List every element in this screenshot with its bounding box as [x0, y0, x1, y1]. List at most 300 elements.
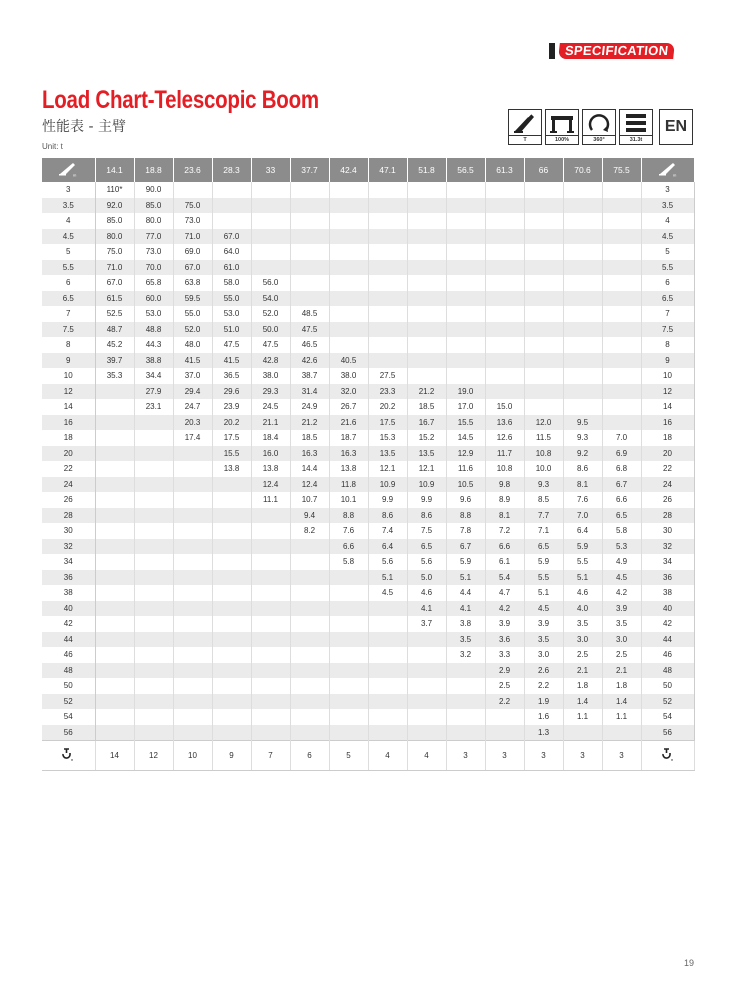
capacity-cell	[368, 260, 407, 276]
capacity-cell	[407, 291, 446, 307]
capacity-cell	[251, 508, 290, 524]
capacity-cell: 4.2	[485, 601, 524, 617]
radius-cell: 48	[641, 663, 694, 679]
capacity-cell	[446, 353, 485, 369]
capacity-cell: 47.5	[290, 322, 329, 338]
capacity-cell	[134, 554, 173, 570]
boom-length-header: 61.3	[485, 158, 524, 182]
capacity-cell	[524, 275, 563, 291]
capacity-cell: 4.6	[407, 585, 446, 601]
table-row	[42, 446, 694, 462]
capacity-cell	[251, 694, 290, 710]
capacity-cell: 8.1	[485, 508, 524, 524]
capacity-cell: 7.6	[563, 492, 602, 508]
radius-cell: 46	[42, 647, 95, 663]
capacity-cell	[134, 601, 173, 617]
capacity-cell	[290, 694, 329, 710]
boom-length-header: 23.6	[173, 158, 212, 182]
capacity-cell	[290, 260, 329, 276]
capacity-cell: 6.1	[485, 554, 524, 570]
capacity-cell: 80.0	[95, 229, 134, 245]
radius-cell: 50	[42, 678, 95, 694]
capacity-cell	[173, 663, 212, 679]
capacity-cell	[368, 601, 407, 617]
capacity-cell: 3.0	[602, 632, 641, 648]
capacity-cell	[407, 337, 446, 353]
capacity-cell: 4.5	[602, 570, 641, 586]
boom-radius-icon	[641, 158, 694, 182]
config-icons	[508, 109, 693, 145]
capacity-cell: 14.5	[446, 430, 485, 446]
capacity-cell: 2.5	[485, 678, 524, 694]
capacity-cell	[95, 616, 134, 632]
radius-cell: 6	[641, 275, 694, 291]
capacity-cell: 70.0	[134, 260, 173, 276]
capacity-cell	[95, 430, 134, 446]
capacity-cell: 2.2	[524, 678, 563, 694]
load-chart-body	[42, 182, 694, 741]
capacity-cell	[134, 508, 173, 524]
capacity-cell	[602, 213, 641, 229]
capacity-cell	[524, 291, 563, 307]
outrigger-icon	[546, 110, 578, 135]
boom-label: T	[509, 135, 541, 144]
radius-cell: 44	[641, 632, 694, 648]
capacity-cell: 5.9	[446, 554, 485, 570]
capacity-cell	[173, 694, 212, 710]
hook-falls-icon	[641, 741, 694, 771]
capacity-cell	[95, 709, 134, 725]
capacity-cell: 52.0	[173, 322, 212, 338]
capacity-cell: 16.3	[329, 446, 368, 462]
radius-cell: 18	[641, 430, 694, 446]
boom-length-header-row	[42, 158, 694, 182]
capacity-cell	[290, 244, 329, 260]
radius-cell: 5.5	[42, 260, 95, 276]
capacity-cell: 10.5	[446, 477, 485, 493]
capacity-cell	[134, 492, 173, 508]
capacity-cell: 18.4	[251, 430, 290, 446]
capacity-cell	[251, 678, 290, 694]
capacity-cell	[329, 198, 368, 214]
capacity-cell: 2.9	[485, 663, 524, 679]
capacity-cell	[446, 368, 485, 384]
capacity-cell	[446, 663, 485, 679]
capacity-cell	[602, 384, 641, 400]
capacity-cell: 24.9	[290, 399, 329, 415]
slew-icon-box	[582, 109, 616, 145]
outrigger-icon-box	[545, 109, 579, 145]
capacity-cell: 7.8	[446, 523, 485, 539]
boom-length-header: 37.7	[290, 158, 329, 182]
capacity-cell	[563, 322, 602, 338]
capacity-cell: 1.8	[602, 678, 641, 694]
boom-radius-icon	[42, 158, 95, 182]
capacity-cell: 61.0	[212, 260, 251, 276]
capacity-cell: 46.5	[290, 337, 329, 353]
capacity-cell	[95, 585, 134, 601]
capacity-cell	[485, 229, 524, 245]
radius-cell: 3.5	[42, 198, 95, 214]
falls-cell: 4	[368, 741, 407, 771]
capacity-cell	[212, 585, 251, 601]
capacity-cell	[524, 368, 563, 384]
radius-cell: 14	[42, 399, 95, 415]
capacity-cell: 110*	[95, 182, 134, 198]
capacity-cell	[251, 260, 290, 276]
radius-cell: 12	[641, 384, 694, 400]
capacity-cell	[290, 632, 329, 648]
capacity-cell: 1.3	[524, 725, 563, 741]
capacity-cell	[602, 725, 641, 741]
capacity-cell: 13.8	[212, 461, 251, 477]
capacity-cell: 7.1	[524, 523, 563, 539]
falls-cell: 5	[329, 741, 368, 771]
capacity-cell: 17.5	[212, 430, 251, 446]
capacity-cell	[407, 182, 446, 198]
capacity-cell	[485, 182, 524, 198]
capacity-cell	[563, 384, 602, 400]
falls-cell: 3	[602, 741, 641, 771]
capacity-cell: 15.2	[407, 430, 446, 446]
capacity-cell	[95, 399, 134, 415]
radius-cell: 54	[641, 709, 694, 725]
capacity-cell	[485, 306, 524, 322]
capacity-cell: 7.5	[407, 523, 446, 539]
capacity-cell	[251, 554, 290, 570]
radius-cell: 36	[641, 570, 694, 586]
capacity-cell: 21.6	[329, 415, 368, 431]
capacity-cell	[485, 384, 524, 400]
svg-text:m: m	[672, 172, 676, 177]
capacity-cell: 29.4	[173, 384, 212, 400]
capacity-cell	[407, 725, 446, 741]
capacity-cell	[446, 213, 485, 229]
capacity-cell	[329, 632, 368, 648]
capacity-cell	[173, 725, 212, 741]
capacity-cell	[212, 213, 251, 229]
capacity-cell	[251, 244, 290, 260]
counterweight-icon-box	[619, 109, 653, 145]
capacity-cell	[212, 678, 251, 694]
capacity-cell: 5.5	[524, 570, 563, 586]
capacity-cell: 13.8	[251, 461, 290, 477]
capacity-cell	[251, 523, 290, 539]
capacity-cell: 6.7	[446, 539, 485, 555]
capacity-cell: 5.1	[446, 570, 485, 586]
capacity-cell	[563, 399, 602, 415]
capacity-cell: 8.8	[329, 508, 368, 524]
capacity-cell	[173, 709, 212, 725]
capacity-cell: 12.4	[290, 477, 329, 493]
capacity-cell: 11.7	[485, 446, 524, 462]
capacity-cell: 10.8	[524, 446, 563, 462]
page-title: Load Chart-Telescopic Boom	[42, 86, 319, 114]
capacity-cell	[95, 523, 134, 539]
boom-length-header: 66	[524, 158, 563, 182]
falls-cell: 3	[446, 741, 485, 771]
capacity-cell: 10.8	[485, 461, 524, 477]
capacity-cell	[368, 322, 407, 338]
capacity-cell	[251, 182, 290, 198]
capacity-cell: 54.0	[251, 291, 290, 307]
capacity-cell	[212, 523, 251, 539]
capacity-cell: 17.0	[446, 399, 485, 415]
capacity-cell	[134, 616, 173, 632]
capacity-cell: 3.5	[602, 616, 641, 632]
capacity-cell: 47.5	[212, 337, 251, 353]
falls-cell: 12	[134, 741, 173, 771]
capacity-cell	[446, 678, 485, 694]
capacity-cell: 31.4	[290, 384, 329, 400]
capacity-cell: 41.5	[173, 353, 212, 369]
capacity-cell: 5.1	[368, 570, 407, 586]
radius-cell: 5	[641, 244, 694, 260]
table-row	[42, 430, 694, 446]
capacity-cell	[524, 337, 563, 353]
capacity-cell	[368, 198, 407, 214]
capacity-cell	[407, 678, 446, 694]
capacity-cell: 6.5	[407, 539, 446, 555]
capacity-cell	[524, 384, 563, 400]
capacity-cell	[602, 244, 641, 260]
radius-cell: 18	[42, 430, 95, 446]
capacity-cell: 23.9	[212, 399, 251, 415]
capacity-cell	[407, 663, 446, 679]
capacity-cell	[368, 353, 407, 369]
capacity-cell	[134, 725, 173, 741]
radius-cell: 32	[42, 539, 95, 555]
section-header-bar	[549, 43, 555, 59]
capacity-cell: 3.8	[446, 616, 485, 632]
capacity-cell	[290, 601, 329, 617]
radius-cell: 14	[641, 399, 694, 415]
capacity-cell	[251, 725, 290, 741]
capacity-cell	[173, 570, 212, 586]
capacity-cell: 48.8	[134, 322, 173, 338]
capacity-cell	[95, 384, 134, 400]
outrigger-label: 100%	[546, 135, 578, 144]
capacity-cell: 3.6	[485, 632, 524, 648]
capacity-cell: 4.0	[563, 601, 602, 617]
radius-cell: 28	[42, 508, 95, 524]
radius-cell: 24	[42, 477, 95, 493]
capacity-cell: 71.0	[173, 229, 212, 245]
capacity-cell	[173, 647, 212, 663]
capacity-cell	[251, 616, 290, 632]
capacity-cell: 8.9	[485, 492, 524, 508]
capacity-cell	[602, 306, 641, 322]
capacity-cell	[212, 508, 251, 524]
capacity-cell	[251, 632, 290, 648]
table-row	[42, 244, 694, 260]
capacity-cell	[446, 337, 485, 353]
capacity-cell	[329, 585, 368, 601]
capacity-cell	[95, 647, 134, 663]
capacity-cell: 12.1	[407, 461, 446, 477]
capacity-cell: 16.7	[407, 415, 446, 431]
capacity-cell	[563, 182, 602, 198]
capacity-cell: 7.2	[485, 523, 524, 539]
capacity-cell	[173, 585, 212, 601]
capacity-cell: 17.4	[173, 430, 212, 446]
capacity-cell: 23.3	[368, 384, 407, 400]
radius-cell: 56	[42, 725, 95, 741]
capacity-cell: 55.0	[212, 291, 251, 307]
capacity-cell: 11.1	[251, 492, 290, 508]
capacity-cell: 5.8	[329, 554, 368, 570]
capacity-cell	[329, 260, 368, 276]
capacity-cell: 67.0	[95, 275, 134, 291]
falls-cell: 3	[485, 741, 524, 771]
capacity-cell	[251, 585, 290, 601]
table-row	[42, 213, 694, 229]
svg-text:n: n	[670, 756, 673, 762]
table-row	[42, 539, 694, 555]
capacity-cell: 29.3	[251, 384, 290, 400]
capacity-cell	[368, 725, 407, 741]
capacity-cell	[563, 353, 602, 369]
capacity-cell	[251, 709, 290, 725]
capacity-cell	[524, 353, 563, 369]
falls-cell: 7	[251, 741, 290, 771]
capacity-cell	[290, 213, 329, 229]
capacity-cell: 65.8	[134, 275, 173, 291]
capacity-cell: 12.1	[368, 461, 407, 477]
capacity-cell: 7.6	[329, 523, 368, 539]
capacity-cell	[212, 694, 251, 710]
capacity-cell: 6.8	[602, 461, 641, 477]
capacity-cell: 5.9	[524, 554, 563, 570]
table-row	[42, 229, 694, 245]
capacity-cell: 15.0	[485, 399, 524, 415]
capacity-cell: 10.1	[329, 492, 368, 508]
capacity-cell: 4.9	[602, 554, 641, 570]
capacity-cell: 29.6	[212, 384, 251, 400]
capacity-cell: 47.5	[251, 337, 290, 353]
counterweight-icon	[620, 110, 652, 135]
radius-cell: 7.5	[641, 322, 694, 338]
capacity-cell: 24.5	[251, 399, 290, 415]
capacity-cell	[446, 291, 485, 307]
capacity-cell: 5.8	[602, 523, 641, 539]
capacity-cell	[563, 244, 602, 260]
capacity-cell	[95, 539, 134, 555]
capacity-cell	[134, 430, 173, 446]
radius-cell: 34	[641, 554, 694, 570]
capacity-cell	[563, 260, 602, 276]
table-row	[42, 725, 694, 741]
capacity-cell: 5.1	[563, 570, 602, 586]
capacity-cell: 11.6	[446, 461, 485, 477]
capacity-cell	[212, 477, 251, 493]
capacity-cell: 19.0	[446, 384, 485, 400]
capacity-cell: 12.6	[485, 430, 524, 446]
capacity-cell	[212, 725, 251, 741]
capacity-cell	[524, 229, 563, 245]
table-row	[42, 678, 694, 694]
capacity-cell: 7.7	[524, 508, 563, 524]
capacity-cell	[407, 306, 446, 322]
capacity-cell	[329, 306, 368, 322]
capacity-cell: 21.2	[290, 415, 329, 431]
capacity-cell: 5.6	[407, 554, 446, 570]
boom-length-header: 18.8	[134, 158, 173, 182]
capacity-cell: 15.3	[368, 430, 407, 446]
radius-cell: 8	[42, 337, 95, 353]
capacity-cell	[485, 198, 524, 214]
specification-badge: SPECIFICATION	[558, 43, 675, 59]
capacity-cell	[446, 198, 485, 214]
capacity-cell	[290, 616, 329, 632]
boom-length-header: 47.1	[368, 158, 407, 182]
capacity-cell: 5.6	[368, 554, 407, 570]
capacity-cell	[95, 492, 134, 508]
boom-length-header: 70.6	[563, 158, 602, 182]
capacity-cell	[485, 353, 524, 369]
capacity-cell	[134, 461, 173, 477]
capacity-cell	[524, 244, 563, 260]
table-row	[42, 508, 694, 524]
table-row	[42, 601, 694, 617]
capacity-cell	[485, 725, 524, 741]
capacity-cell: 53.0	[212, 306, 251, 322]
capacity-cell: 3.5	[524, 632, 563, 648]
capacity-cell: 4.1	[407, 601, 446, 617]
capacity-cell	[602, 182, 641, 198]
radius-cell: 4.5	[42, 229, 95, 245]
capacity-cell: 85.0	[134, 198, 173, 214]
table-row	[42, 198, 694, 214]
capacity-cell	[446, 275, 485, 291]
capacity-cell: 24.7	[173, 399, 212, 415]
capacity-cell: 9.3	[563, 430, 602, 446]
capacity-cell	[173, 601, 212, 617]
capacity-cell: 32.0	[329, 384, 368, 400]
capacity-cell: 5.0	[407, 570, 446, 586]
radius-cell: 30	[641, 523, 694, 539]
capacity-cell: 4.1	[446, 601, 485, 617]
capacity-cell: 3.5	[563, 616, 602, 632]
capacity-cell: 3.3	[485, 647, 524, 663]
capacity-cell	[95, 632, 134, 648]
capacity-cell: 8.8	[446, 508, 485, 524]
capacity-cell	[407, 198, 446, 214]
radius-cell: 5.5	[641, 260, 694, 276]
boom-length-header: 42.4	[329, 158, 368, 182]
capacity-cell: 11.8	[329, 477, 368, 493]
capacity-cell	[290, 198, 329, 214]
table-row	[42, 585, 694, 601]
capacity-cell	[524, 260, 563, 276]
capacity-cell	[329, 663, 368, 679]
capacity-cell	[563, 198, 602, 214]
capacity-cell	[95, 415, 134, 431]
capacity-cell: 1.4	[602, 694, 641, 710]
capacity-cell	[251, 539, 290, 555]
capacity-cell: 92.0	[95, 198, 134, 214]
capacity-cell: 17.5	[368, 415, 407, 431]
radius-cell: 16	[42, 415, 95, 431]
capacity-cell	[485, 291, 524, 307]
slew-360-icon	[583, 110, 615, 135]
capacity-cell	[173, 492, 212, 508]
capacity-cell	[329, 570, 368, 586]
capacity-cell	[329, 709, 368, 725]
capacity-cell: 73.0	[173, 213, 212, 229]
capacity-cell	[368, 275, 407, 291]
capacity-cell: 18.7	[329, 430, 368, 446]
